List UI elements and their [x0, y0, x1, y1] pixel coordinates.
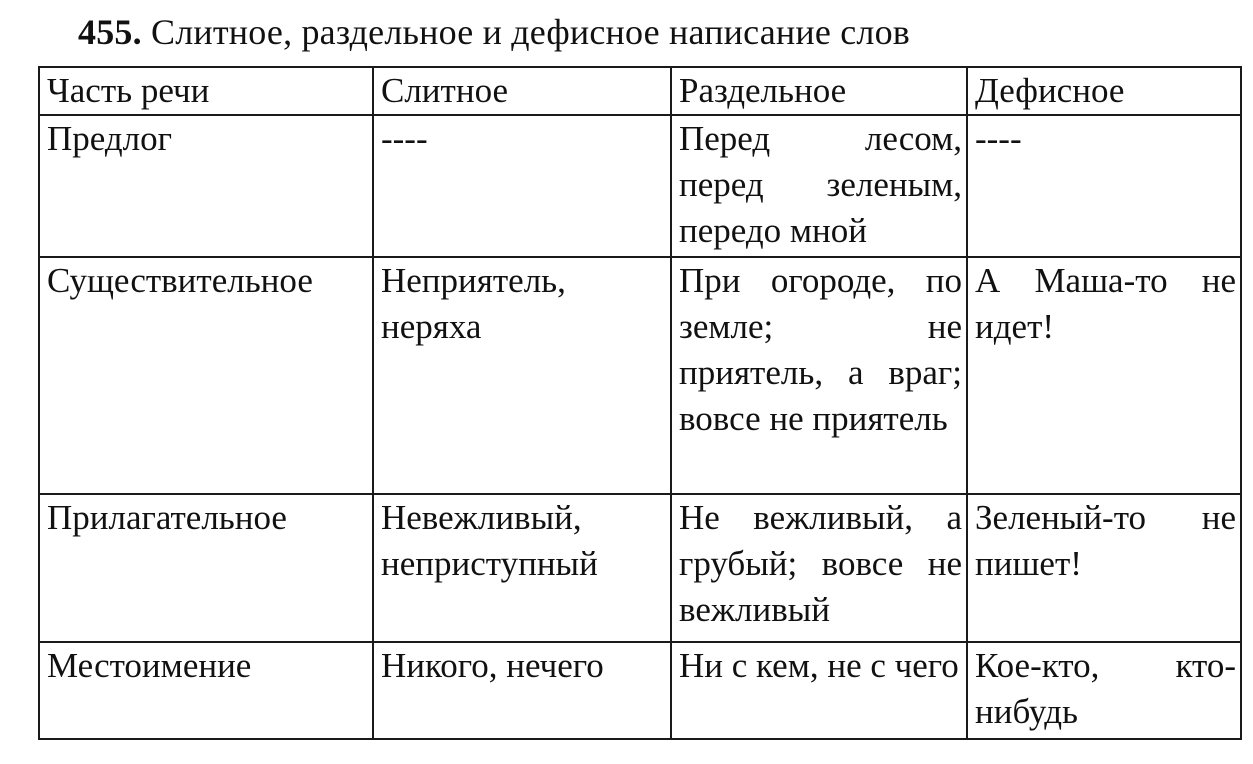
- cell-separate: При огороде, по земле; не приятель, а враг; вовсе не приятель: [671, 257, 967, 494]
- cell-hyphenated: Кое-кто, кто-нибудь: [967, 642, 1241, 739]
- header-merged: Слитное: [373, 67, 671, 115]
- cell-part-of-speech: Существительное: [39, 257, 373, 494]
- cell-separate: Не вежливый, а грубый; вовсе не вежливый: [671, 494, 967, 642]
- table-row: [39, 257, 1241, 494]
- table-header-row: [39, 67, 1241, 115]
- cell-part-of-speech: Местоимение: [39, 642, 373, 739]
- cell-hyphenated: ----: [967, 115, 1241, 257]
- cell-separate: Ни с кем, не с чего: [671, 642, 967, 739]
- cell-merged: Невежливый, неприступный: [373, 494, 671, 642]
- cell-merged: Никого, нечего: [373, 642, 671, 739]
- header-separate: Раздельное: [671, 67, 967, 115]
- header-hyphenated: Дефисное: [967, 67, 1241, 115]
- exercise-heading: [78, 6, 910, 58]
- cell-hyphenated: Зеленый-то не пишет!: [967, 494, 1241, 642]
- header-part-of-speech: Часть речи: [39, 67, 373, 115]
- exercise-number: 455.: [78, 12, 142, 52]
- cell-hyphenated: А Маша-то не идет!: [967, 257, 1241, 494]
- cell-merged: ----: [373, 115, 671, 257]
- table-row: [39, 642, 1241, 739]
- cell-part-of-speech: Прилагательное: [39, 494, 373, 642]
- cell-merged: Неприятель, неряха: [373, 257, 671, 494]
- table-row: [39, 115, 1241, 257]
- table-row: [39, 494, 1241, 642]
- exercise-title: Слитное, раздельное и дефисное написание слов: [151, 12, 910, 52]
- spelling-table: [38, 66, 1242, 740]
- cell-part-of-speech: Предлог: [39, 115, 373, 257]
- cell-separate: Перед лесом, перед зеленым, передо мной: [671, 115, 967, 257]
